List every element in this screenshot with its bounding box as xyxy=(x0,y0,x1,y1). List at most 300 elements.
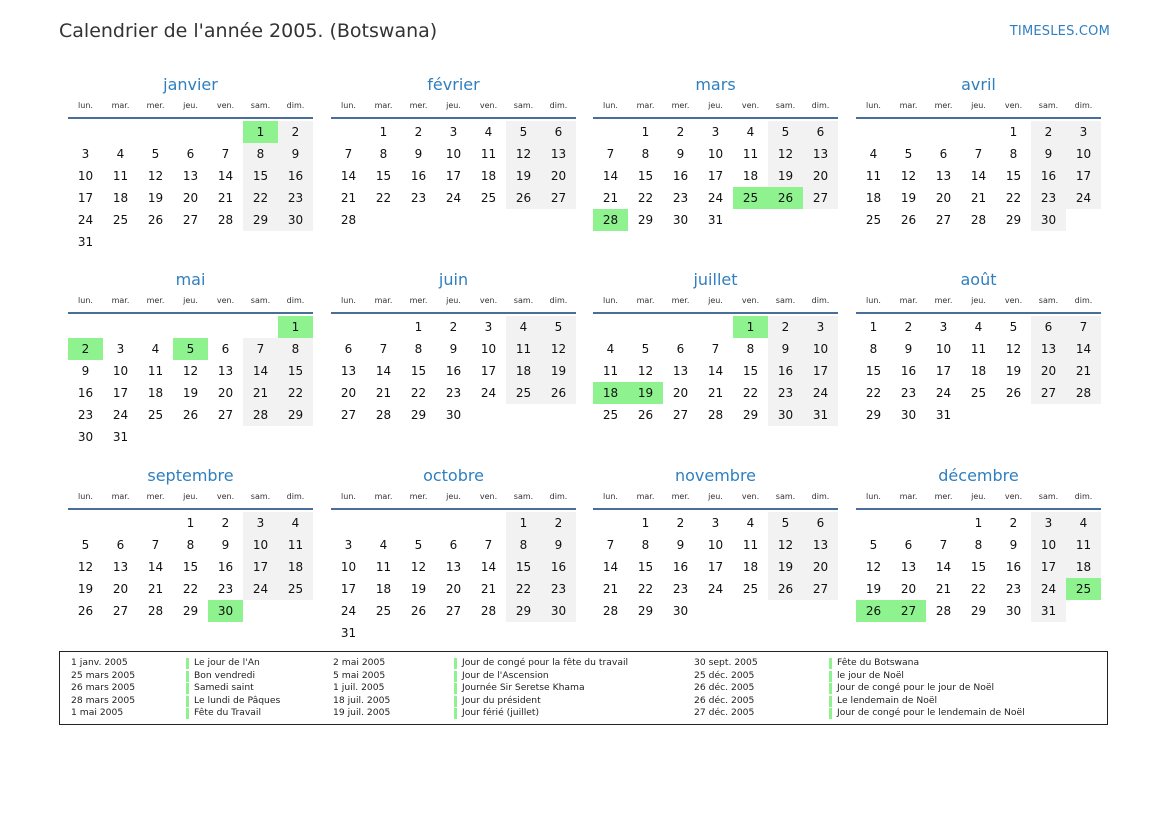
weekday-label: dim. xyxy=(286,295,305,305)
empty-cell xyxy=(366,512,401,534)
day-cell: 10 xyxy=(445,147,462,161)
day-cell: 19 xyxy=(900,191,917,205)
legend-column xyxy=(333,657,693,720)
day-cell: 3 xyxy=(449,125,458,139)
weekday-label: mer. xyxy=(409,491,428,501)
day-cell: 6 xyxy=(803,512,838,534)
empty-cell xyxy=(471,512,506,534)
day-cell: 26 xyxy=(541,382,576,404)
day-cell: 15 xyxy=(410,364,427,378)
day-cell: 30 xyxy=(672,604,689,618)
day-cell: 3 xyxy=(1066,121,1101,143)
empty-cell xyxy=(926,121,961,143)
weekday-header xyxy=(331,292,576,314)
holiday-cell: 1 xyxy=(733,316,768,338)
day-cell: 13 xyxy=(541,143,576,165)
day-cell: 20 xyxy=(803,556,838,578)
weekday-header xyxy=(331,97,576,119)
weekday-label: mar. xyxy=(374,100,393,110)
day-cell: 24 xyxy=(77,213,94,227)
day-cell: 11 xyxy=(865,169,882,183)
day-cell: 18 xyxy=(742,169,759,183)
day-cell: 12 xyxy=(637,364,654,378)
empty-cell xyxy=(436,512,471,534)
weekday-label: jeu. xyxy=(971,295,986,305)
weekday-label: mer. xyxy=(409,100,428,110)
day-cell: 6 xyxy=(541,121,576,143)
day-cell: 28 xyxy=(375,408,392,422)
day-cell: 21 xyxy=(1066,360,1101,382)
month-name: novembre xyxy=(674,466,757,485)
legend-item xyxy=(333,695,693,708)
day-cell: 21 xyxy=(602,191,619,205)
holiday-cell: 18 xyxy=(593,382,628,404)
weekday-header xyxy=(68,488,313,510)
month-4 xyxy=(856,74,1101,231)
day-cell: 14 xyxy=(375,364,392,378)
day-cell: 6 xyxy=(803,121,838,143)
day-cell: 11 xyxy=(970,342,987,356)
day-cell: 8 xyxy=(1009,147,1018,161)
day-cell: 13 xyxy=(340,364,357,378)
weekday-label: sam. xyxy=(250,295,271,305)
day-cell: 23 xyxy=(900,386,917,400)
day-cell: 24 xyxy=(803,382,838,404)
day-cell: 26 xyxy=(147,213,164,227)
empty-cell xyxy=(891,512,926,534)
day-cell: 8 xyxy=(186,538,195,552)
day-cell: 23 xyxy=(672,191,689,205)
holiday-cell: 26 xyxy=(856,600,891,622)
day-cell: 26 xyxy=(77,604,94,618)
day-cell: 30 xyxy=(1031,209,1066,231)
day-cell: 9 xyxy=(904,342,913,356)
day-cell: 16 xyxy=(768,360,803,382)
day-cell: 2 xyxy=(221,516,230,530)
day-cell: 17 xyxy=(1066,165,1101,187)
day-cell: 3 xyxy=(116,342,125,356)
holiday-date: 1 janv. 2005 xyxy=(71,657,128,668)
day-cell: 21 xyxy=(602,582,619,596)
weekday-label: dim. xyxy=(549,100,568,110)
day-cell: 11 xyxy=(112,169,129,183)
day-cell: 27 xyxy=(1031,382,1066,404)
day-cell: 5 xyxy=(151,147,160,161)
day-cell: 13 xyxy=(112,560,129,574)
day-cell: 26 xyxy=(1005,386,1022,400)
day-cell: 9 xyxy=(768,338,803,360)
day-cell: 28 xyxy=(340,213,357,227)
weekday-label: sam. xyxy=(1038,100,1059,110)
weekday-label: lun. xyxy=(341,100,356,110)
day-cell: 24 xyxy=(1031,578,1066,600)
day-cell: 1 xyxy=(379,125,388,139)
holiday-marker xyxy=(829,696,832,707)
empty-cell xyxy=(173,121,208,143)
day-cell: 6 xyxy=(1031,316,1066,338)
holiday-cell: 5 xyxy=(173,338,208,360)
day-grid xyxy=(856,121,1101,231)
day-cell: 23 xyxy=(768,382,803,404)
weekday-label: sam. xyxy=(513,491,534,501)
empty-cell xyxy=(593,316,628,338)
day-cell: 20 xyxy=(900,582,917,596)
day-cell: 18 xyxy=(1066,556,1101,578)
holiday-cell: 2 xyxy=(68,338,103,360)
day-cell: 14 xyxy=(602,169,619,183)
day-cell: 31 xyxy=(707,213,724,227)
weekday-label: jeu. xyxy=(446,491,461,501)
day-cell: 10 xyxy=(1031,534,1066,556)
day-cell: 15 xyxy=(637,560,654,574)
day-grid xyxy=(68,512,313,622)
day-grid xyxy=(331,512,576,644)
day-cell: 27 xyxy=(803,578,838,600)
weekday-label: jeu. xyxy=(446,100,461,110)
day-cell: 20 xyxy=(672,386,689,400)
day-cell: 13 xyxy=(803,534,838,556)
day-cell: 5 xyxy=(641,342,650,356)
day-cell: 19 xyxy=(541,360,576,382)
day-cell: 11 xyxy=(480,147,497,161)
day-cell: 29 xyxy=(278,404,313,426)
day-cell: 15 xyxy=(243,165,278,187)
day-grid xyxy=(856,512,1101,622)
day-cell: 19 xyxy=(182,386,199,400)
weekday-label: mer. xyxy=(671,295,690,305)
empty-cell xyxy=(593,121,628,143)
day-cell: 14 xyxy=(935,560,952,574)
day-cell: 20 xyxy=(182,191,199,205)
day-cell: 21 xyxy=(340,191,357,205)
holiday-marker xyxy=(186,696,189,707)
day-cell: 17 xyxy=(340,582,357,596)
day-cell: 18 xyxy=(506,360,541,382)
weekday-label: jeu. xyxy=(971,100,986,110)
empty-cell xyxy=(961,121,996,143)
day-cell: 19 xyxy=(768,556,803,578)
day-cell: 10 xyxy=(803,338,838,360)
holiday-name: Jour du président xyxy=(462,694,541,706)
day-cell: 12 xyxy=(410,560,427,574)
weekday-label: ven. xyxy=(1004,491,1023,501)
day-cell: 15 xyxy=(278,360,313,382)
day-cell: 25 xyxy=(742,582,759,596)
weekday-label: mar. xyxy=(111,491,130,501)
day-cell: 25 xyxy=(865,213,882,227)
weekday-label: lun. xyxy=(78,491,93,501)
empty-cell xyxy=(138,121,173,143)
weekday-label: lun. xyxy=(78,100,93,110)
empty-cell xyxy=(331,121,366,143)
day-cell: 24 xyxy=(112,408,129,422)
day-cell: 23 xyxy=(217,582,234,596)
empty-cell xyxy=(331,512,366,534)
day-cell: 4 xyxy=(484,125,493,139)
weekday-label: jeu. xyxy=(183,295,198,305)
day-cell: 4 xyxy=(746,516,755,530)
day-cell: 21 xyxy=(217,191,234,205)
day-cell: 27 xyxy=(112,604,129,618)
day-cell: 8 xyxy=(379,147,388,161)
day-cell: 13 xyxy=(803,143,838,165)
day-cell: 11 xyxy=(147,364,164,378)
holiday-cell: 27 xyxy=(891,600,926,622)
day-cell: 29 xyxy=(970,604,987,618)
month-8 xyxy=(856,269,1101,426)
day-cell: 20 xyxy=(1031,360,1066,382)
legend-item xyxy=(694,695,1054,708)
day-cell: 18 xyxy=(375,582,392,596)
empty-cell xyxy=(68,512,103,534)
weekday-label: ven. xyxy=(1004,295,1023,305)
day-cell: 9 xyxy=(676,538,685,552)
day-cell: 28 xyxy=(970,213,987,227)
day-cell: 2 xyxy=(676,125,685,139)
day-cell: 10 xyxy=(112,364,129,378)
day-cell: 29 xyxy=(637,213,654,227)
day-cell: 29 xyxy=(182,604,199,618)
weekday-label: mer. xyxy=(146,100,165,110)
day-cell: 21 xyxy=(243,382,278,404)
holiday-name: Jour de l'Ascension xyxy=(462,669,549,681)
day-cell: 20 xyxy=(445,582,462,596)
day-cell: 28 xyxy=(935,604,952,618)
day-cell: 18 xyxy=(147,386,164,400)
day-cell: 16 xyxy=(410,169,427,183)
empty-cell xyxy=(243,316,278,338)
weekday-label: ven. xyxy=(741,100,760,110)
day-cell: 12 xyxy=(506,143,541,165)
day-cell: 24 xyxy=(707,191,724,205)
empty-cell xyxy=(103,316,138,338)
day-cell: 10 xyxy=(480,342,497,356)
legend-item xyxy=(333,682,693,695)
day-cell: 14 xyxy=(243,360,278,382)
holiday-name: Samedi saint xyxy=(194,682,254,694)
weekday-header xyxy=(856,97,1101,119)
day-cell: 18 xyxy=(865,191,882,205)
day-cell: 24 xyxy=(243,578,278,600)
holiday-name: Le lundi de Pâques xyxy=(194,694,281,706)
day-cell: 5 xyxy=(81,538,90,552)
day-cell: 7 xyxy=(606,538,615,552)
day-cell: 26 xyxy=(900,213,917,227)
holiday-cell: 26 xyxy=(768,187,803,209)
day-cell: 4 xyxy=(606,342,615,356)
day-cell: 14 xyxy=(707,364,724,378)
day-cell: 25 xyxy=(147,408,164,422)
weekday-label: dim. xyxy=(811,295,830,305)
day-cell: 19 xyxy=(865,582,882,596)
day-grid xyxy=(68,121,313,253)
holiday-name: Fête du Botswana xyxy=(837,657,920,668)
holiday-name: Fête du Travail xyxy=(194,707,262,719)
weekday-label: lun. xyxy=(78,295,93,305)
empty-cell xyxy=(663,316,698,338)
day-cell: 22 xyxy=(182,582,199,596)
holiday-marker xyxy=(454,708,457,719)
day-cell: 14 xyxy=(970,169,987,183)
empty-cell xyxy=(401,512,436,534)
weekday-label: sam. xyxy=(775,100,796,110)
day-cell: 29 xyxy=(637,604,654,618)
day-cell: 15 xyxy=(970,560,987,574)
holiday-date: 2 mai 2005 xyxy=(333,657,386,668)
empty-cell xyxy=(698,316,733,338)
day-cell: 7 xyxy=(974,147,983,161)
day-cell: 11 xyxy=(602,364,619,378)
day-cell: 20 xyxy=(541,165,576,187)
weekday-label: ven. xyxy=(216,100,235,110)
weekday-label: ven. xyxy=(216,295,235,305)
weekday-label: mar. xyxy=(111,100,130,110)
day-cell: 6 xyxy=(116,538,125,552)
weekday-label: dim. xyxy=(1074,491,1093,501)
weekday-header xyxy=(68,97,313,119)
month-11 xyxy=(593,465,838,622)
day-cell: 17 xyxy=(803,360,838,382)
weekday-label: sam. xyxy=(250,491,271,501)
day-cell: 12 xyxy=(900,169,917,183)
weekday-label: lun. xyxy=(866,491,881,501)
day-cell: 4 xyxy=(379,538,388,552)
day-cell: 27 xyxy=(672,408,689,422)
month-name: décembre xyxy=(938,466,1019,485)
holiday-name: Le lendemain de Noël xyxy=(837,694,938,706)
day-cell: 16 xyxy=(1005,560,1022,574)
day-cell: 6 xyxy=(939,147,948,161)
day-cell: 9 xyxy=(221,538,230,552)
empty-cell xyxy=(856,512,891,534)
day-cell: 3 xyxy=(939,320,948,334)
holiday-name: Le jour de l'An xyxy=(194,657,260,668)
weekday-label: ven. xyxy=(479,100,498,110)
day-cell: 7 xyxy=(221,147,230,161)
day-cell: 28 xyxy=(480,604,497,618)
holiday-marker xyxy=(454,696,457,707)
day-cell: 1 xyxy=(414,320,423,334)
empty-cell xyxy=(856,121,891,143)
day-cell: 25 xyxy=(602,408,619,422)
day-cell: 4 xyxy=(974,320,983,334)
day-cell: 16 xyxy=(217,560,234,574)
day-cell: 5 xyxy=(768,512,803,534)
legend-item xyxy=(333,707,693,720)
day-cell: 20 xyxy=(935,191,952,205)
site-link[interactable]: TIMESLES.COM xyxy=(1009,24,1110,39)
weekday-label: mar. xyxy=(899,295,918,305)
holiday-cell: 25 xyxy=(1066,578,1101,600)
weekday-label: sam. xyxy=(1038,491,1059,501)
weekday-label: mer. xyxy=(146,295,165,305)
holiday-name: Jour férié (juillet) xyxy=(462,707,540,719)
day-cell: 10 xyxy=(1066,143,1101,165)
weekday-label: mer. xyxy=(934,491,953,501)
holiday-date: 1 mai 2005 xyxy=(71,707,124,719)
day-cell: 7 xyxy=(711,342,720,356)
day-cell: 15 xyxy=(742,364,759,378)
holiday-cell: 30 xyxy=(208,600,243,622)
day-cell: 2 xyxy=(414,125,423,139)
weekday-label: mer. xyxy=(934,295,953,305)
holiday-legend xyxy=(59,651,1108,725)
day-cell: 30 xyxy=(445,408,462,422)
day-cell: 21 xyxy=(480,582,497,596)
day-cell: 30 xyxy=(768,404,803,426)
holiday-marker xyxy=(829,708,832,719)
day-cell: 23 xyxy=(541,578,576,600)
empty-cell xyxy=(68,316,103,338)
day-cell: 22 xyxy=(278,382,313,404)
holiday-marker xyxy=(829,658,832,669)
empty-cell xyxy=(138,316,173,338)
day-cell: 23 xyxy=(410,191,427,205)
weekday-label: lun. xyxy=(341,491,356,501)
holiday-date: 28 mars 2005 xyxy=(71,694,136,706)
day-cell: 4 xyxy=(151,342,160,356)
day-cell: 24 xyxy=(445,191,462,205)
day-cell: 1 xyxy=(974,516,983,530)
day-cell: 27 xyxy=(935,213,952,227)
day-cell: 25 xyxy=(112,213,129,227)
day-cell: 10 xyxy=(340,560,357,574)
day-cell: 7 xyxy=(606,147,615,161)
day-cell: 4 xyxy=(278,512,313,534)
day-cell: 23 xyxy=(278,187,313,209)
day-cell: 11 xyxy=(742,147,759,161)
day-cell: 22 xyxy=(970,582,987,596)
day-cell: 23 xyxy=(77,408,94,422)
day-cell: 17 xyxy=(243,556,278,578)
day-cell: 3 xyxy=(484,320,493,334)
day-cell: 13 xyxy=(182,169,199,183)
legend-item xyxy=(694,670,1054,683)
day-cell: 15 xyxy=(637,169,654,183)
empty-cell xyxy=(891,121,926,143)
day-cell: 6 xyxy=(449,538,458,552)
day-cell: 5 xyxy=(541,316,576,338)
day-cell: 15 xyxy=(865,364,882,378)
day-cell: 12 xyxy=(182,364,199,378)
day-cell: 18 xyxy=(278,556,313,578)
day-cell: 9 xyxy=(81,364,90,378)
day-cell: 4 xyxy=(746,125,755,139)
day-cell: 30 xyxy=(1005,604,1022,618)
day-cell: 8 xyxy=(641,538,650,552)
day-cell: 9 xyxy=(676,147,685,161)
month-name: mars xyxy=(695,75,736,94)
day-cell: 17 xyxy=(480,364,497,378)
day-cell: 8 xyxy=(746,342,755,356)
day-cell: 11 xyxy=(742,538,759,552)
day-cell: 3 xyxy=(711,125,720,139)
day-cell: 16 xyxy=(1031,165,1066,187)
weekday-label: ven. xyxy=(741,491,760,501)
day-cell: 3 xyxy=(243,512,278,534)
day-cell: 29 xyxy=(506,600,541,622)
weekday-header xyxy=(593,97,838,119)
day-cell: 26 xyxy=(182,408,199,422)
day-cell: 1 xyxy=(641,125,650,139)
day-cell: 19 xyxy=(410,582,427,596)
day-cell: 20 xyxy=(217,386,234,400)
holiday-date: 25 mars 2005 xyxy=(71,669,136,681)
legend-item xyxy=(694,657,1054,670)
holiday-marker xyxy=(454,683,457,694)
page-title: Calendrier de l'année 2005. (Botswana) xyxy=(59,20,438,42)
day-cell: 30 xyxy=(672,213,689,227)
